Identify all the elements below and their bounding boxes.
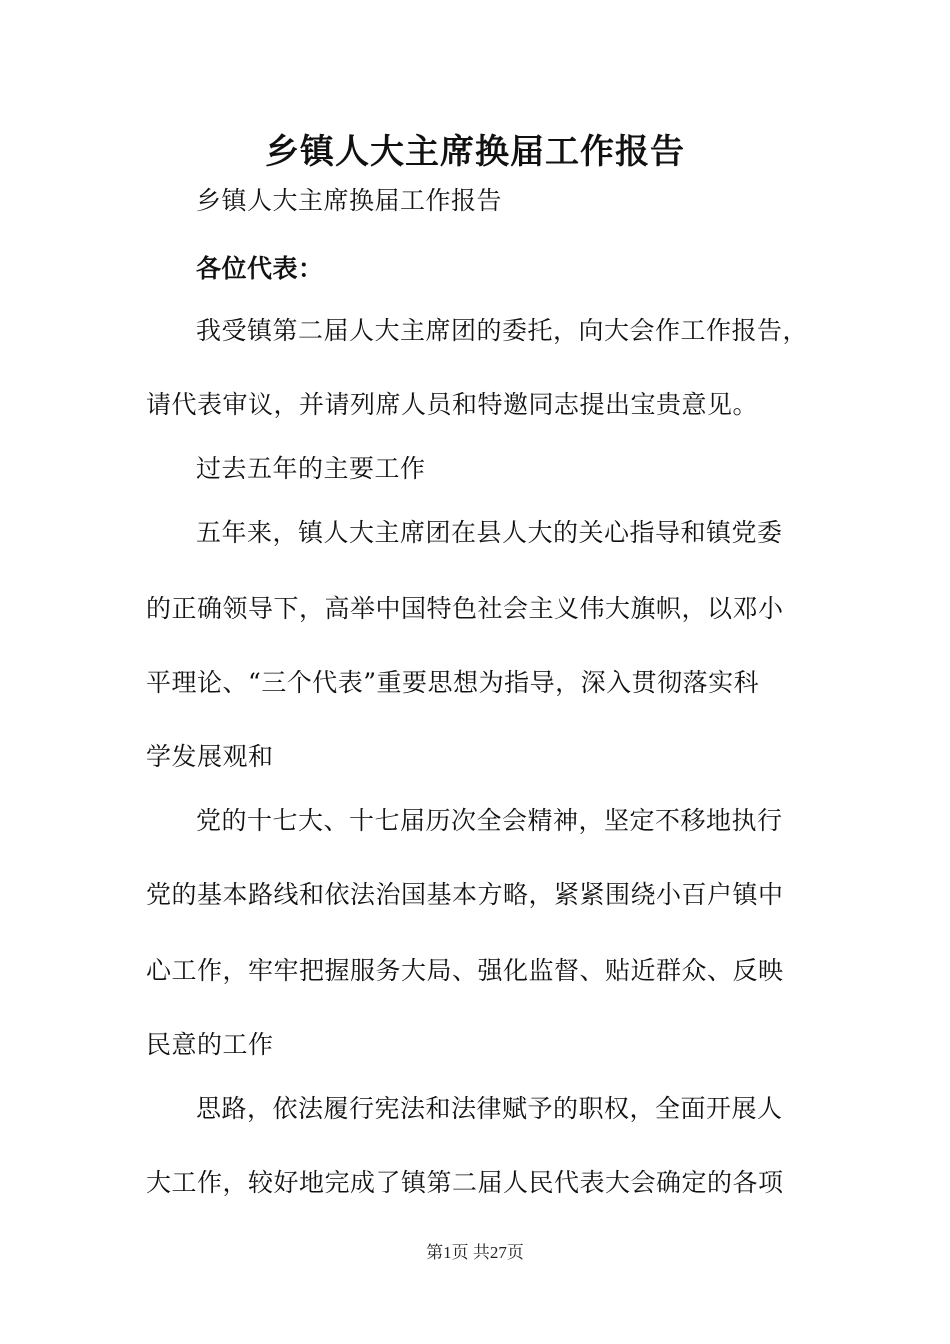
- paragraph-line: 党的基本路线和依法治国基本方略，紧紧围绕小百户镇中: [146, 880, 784, 909]
- paragraph-line: 我受镇第二届人大主席团的委托，向大会作工作报告，: [196, 316, 809, 345]
- paragraph-line: 请代表审议，并请列席人员和特邀同志提出宝贵意见。: [146, 390, 759, 419]
- page-number-footer: 第1页 共27页: [426, 1243, 524, 1262]
- paragraph-line: 平理论、“三个代表”重要思想为指导，深入贯彻落实科: [146, 668, 760, 697]
- paragraph-line: 五年来，镇人大主席团在县人大的关心指导和镇党委: [196, 518, 783, 547]
- section-heading: 过去五年的主要工作: [196, 454, 426, 483]
- paragraph-line: 党的十七大、十七届历次全会精神，坚定不移地执行: [196, 806, 783, 835]
- paragraph-line: 思路，依法履行宪法和法律赋予的职权，全面开展人: [196, 1094, 783, 1123]
- document-title: 乡镇人大主席换届工作报告: [265, 132, 685, 172]
- paragraph-line: 的正确领导下，高举中国特色社会主义伟大旗帜，以邓小: [146, 594, 784, 623]
- salutation-line: 各位代表：: [196, 254, 324, 283]
- paragraph-line: 心工作，牢牢把握服务大局、强化监督、贴近群众、反映: [146, 956, 784, 985]
- paragraph-line: 大工作，较好地完成了镇第二届人民代表大会确定的各项: [146, 1168, 784, 1197]
- paragraph-line: 学发展观和: [146, 742, 274, 771]
- subtitle-line: 乡镇人大主席换届工作报告: [196, 186, 503, 215]
- paragraph-line: 民意的工作: [146, 1030, 274, 1059]
